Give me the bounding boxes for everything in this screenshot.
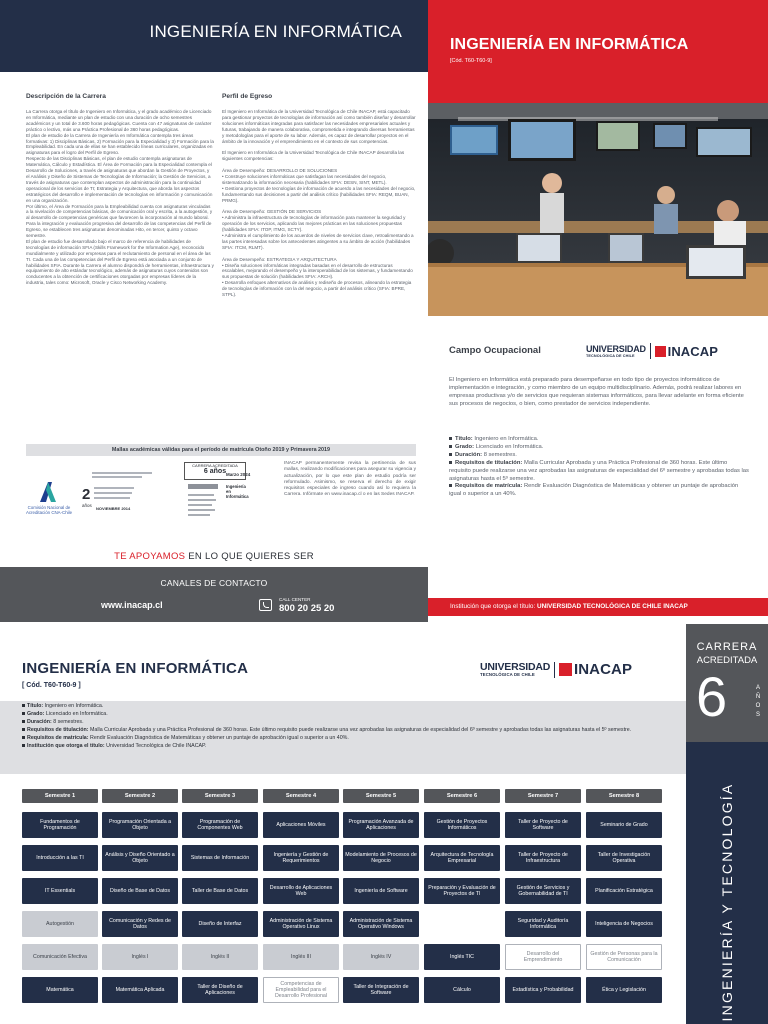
contact-title: CANALES DE CONTACTO bbox=[160, 578, 268, 588]
institution-bar bbox=[428, 598, 768, 616]
inacap-mark-icon bbox=[559, 663, 572, 676]
cna-years-label: años bbox=[82, 503, 92, 508]
semester-header: Semestre 7 bbox=[505, 789, 581, 803]
area-vertical-label: INGENIERÍA Y TECNOLOGÍA bbox=[719, 782, 735, 1022]
course-cell: Inteligencia de Negocios bbox=[586, 911, 662, 937]
course-cell: Administración de Sistema Operativo Windows bbox=[343, 911, 419, 937]
acreditada-field: Ingeniería en Informática bbox=[226, 484, 249, 499]
perfil-column bbox=[222, 93, 416, 298]
course-cell: Aplicaciones Móviles bbox=[263, 812, 339, 838]
course-cell: Taller de Base de Datos bbox=[182, 878, 258, 904]
call-center-label: CALL CENTER bbox=[279, 597, 311, 602]
bottom-code: [ Cód. T60-T60-9 ] bbox=[22, 682, 81, 689]
course-cell: Inglés III bbox=[263, 944, 339, 970]
logo-universidad: UNIVERSIDAD bbox=[480, 661, 551, 673]
inacap-logo-bottom bbox=[480, 661, 632, 678]
top-right-code: [Cód. T60-T60-9] bbox=[450, 58, 492, 64]
course-cell: Taller de Proyecto de Software bbox=[505, 812, 581, 838]
list-item: Institución que otorga el título: Universidad Tecnológica de Chile INACAP. bbox=[22, 743, 682, 751]
course-cell: Planificación Estratégica bbox=[586, 878, 662, 904]
top-right-info-list bbox=[449, 436, 749, 499]
list-item: Título: Ingeniero en Informática. bbox=[22, 703, 682, 711]
list-item: Grado: Licenciado en Informática. bbox=[449, 444, 749, 452]
acreditada-word: ACREDITADA bbox=[696, 655, 758, 666]
course-cell: Inglés I bbox=[102, 944, 178, 970]
anos-letter: Ñ bbox=[755, 694, 761, 700]
course-cell: Inglés TIC bbox=[424, 944, 500, 970]
area-strip bbox=[686, 742, 768, 1024]
logo-inacap: INACAP bbox=[573, 661, 633, 678]
carrera-acreditada-panel bbox=[686, 624, 768, 742]
course-cell: Ingeniería de Software bbox=[343, 878, 419, 904]
course-cell: Desarrollo del Emprendimiento bbox=[505, 944, 581, 970]
anos-letter: A bbox=[755, 685, 760, 691]
list-item: Duración: 8 semestres. bbox=[449, 452, 749, 460]
apoyamos-red: TE APOYAMOS bbox=[114, 551, 186, 562]
campo-ocupacional-heading: Campo Ocupacional bbox=[449, 345, 541, 356]
description-heading: Descripción de la Carrera bbox=[26, 93, 106, 100]
semester-header: Semestre 4 bbox=[263, 789, 339, 803]
course-cell: Estadística y Probabilidad bbox=[505, 977, 581, 1003]
course-cell: Matemática bbox=[22, 977, 98, 1003]
course-cell: Ingeniería y Gestión de Requerimientos bbox=[263, 845, 339, 871]
course-cell: Diseño de Interfaz bbox=[182, 911, 258, 937]
course-cell: Diseño de Base de Datos bbox=[102, 878, 178, 904]
description-column bbox=[26, 93, 214, 286]
top-left-title: INGENIERÍA EN INFORMÁTICA bbox=[149, 22, 402, 41]
description-text: La Carrera otorga el título de Ingeniero en Informática, y el grado académico de Licenciado en Informática, mediante un plan de estudio con una duración de ocho semestres académicos y un total de 3.600 horas pedagógicas. Cuenta con 47 asignaturas de carácter práctico o lectivo, más una Práctica Profesional de 360 horas pedagógicas. El plan de estudio de la Carrera de Ingeniería en Informática contempla tres áreas formativas: 1) Disciplinas Básicas, 2) Formación para la Especialidad y 3) Formación para la Empleabilidad. En cada una de ellas se han establecido líneas curriculares, organizadas en asignaturas para el logro del Perfil de Egreso. Respecto de las Disciplinas Básicas, el plan de estudio contempla asignaturas de Matemática, Cálculo y Estadística. El Área de Formación para la Especialidad contempla el Desarrollo de Soluciones, a través de asignaturas que abordan la Gestión de Proyectos, y el Análisis y Diseño de Sistemas de Tecnologías de Información; la Gestión de Servicios, a través de asignaturas que contemplan aspectos de administración para la continuidad operacional de los servicios de TI; Estrategia y Arquitectura, que aborda los aspectos estratégicos del desarrollo e implementación de tecnologías en información y comunicación en una organización. Por último, el Área de Formación para la Empleabilidad cuenta con asignaturas vinculadas a la nivelación de competencias básicas, de comunicación oral y escrita, a la autogestión, y al desarrollo de competencias genéricas que favorecen la incorporación al mundo laboral. Para la integración y evaluación progresiva del desarrollo de las competencias del Perfil de Egreso, se establecen tres asignaturas denominadas Hito, en tercer, quinto y octavo semestre. El plan de estudio fue desarrollado bajo el marco de referencia de habilidades de tecnologías de información SFIA (Skills Framework for the Information Age), reconocido mundialmente y utilizado por empresas para el reclutamiento de personal en el área de las TI. Cada una de las competencias del Perfil de Egreso está asociada a un conjunto de habilidades SFIA. Durante la Carrera el alumno dispondrá de herramientas, infraestructura y equipamiento de alto estándar tecnológico, además de asignaturas cuyos contenidos son conducentes a la obtención de certificaciones otorgadas por empresas líderes de la industria, tales como: Microsoft, Oracle y Cisco Networking Academy. bbox=[26, 109, 214, 286]
course-cell: Preparación y Evaluación de Proyectos de TI bbox=[424, 878, 500, 904]
list-item: Título: Ingeniero en Informática. bbox=[449, 436, 749, 444]
top-right-title: INGENIERÍA EN INFORMÁTICA bbox=[450, 36, 689, 53]
carrera-word: CARRERA bbox=[696, 641, 758, 653]
call-center-number[interactable]: 800 20 25 20 bbox=[279, 603, 335, 614]
semester-header: Semestre 6 bbox=[424, 789, 500, 803]
institution-name: UNIVERSIDAD TECNOLÓGICA DE CHILE INACAP bbox=[537, 603, 688, 610]
course-cell: Seguridad y Auditoría Informática bbox=[505, 911, 581, 937]
list-item: Requisitos de matrícula: Rendir Evaluación Diagnóstica de Matemáticas y obtener un puntaje de aprobación igual o superior a un 40%. bbox=[22, 735, 682, 743]
cna-label: Comisión Nacional de Acreditación CNA-Chile bbox=[25, 505, 73, 515]
contact-website-link[interactable]: www.inacap.cl bbox=[101, 600, 163, 610]
list-item: Requisitos de titulación: Malla Curricular Aprobada y una Práctica Profesional de 360 horas. Este último requisito puede realizarse una vez aprobadas las asignaturas de especialidad del 6º semestre y aprobadas todas las asignaturas hasta el 5º semestre. bbox=[449, 459, 749, 482]
course-cell: Cálculo bbox=[424, 977, 500, 1003]
list-item: Grado: Licenciado en Informática. bbox=[22, 711, 682, 719]
course-cell: Taller de Diseño de Aplicaciones bbox=[182, 977, 258, 1003]
acreditacion-seal-icon bbox=[186, 482, 220, 520]
course-cell: Programación de Componentes Web bbox=[182, 812, 258, 838]
inacap-mallas-note: INACAP permanentemente revisa la pertinencia de sus mallas, realizando modificaciones para asegurar su vigencia y actualización, por lo que este plan de estudio podría ser reformulado. Asimismo, se reserva el derecho de exigir requisitos especiales de ingreso cuando así lo requiera la Carrera. Infórmate en www.inacap.cl o en las Sedes INACAP. bbox=[284, 461, 416, 498]
semester-header: Semestre 1 bbox=[22, 789, 98, 803]
classroom-photo bbox=[428, 103, 768, 316]
institution-prefix: Institución que otorga el título: bbox=[450, 603, 536, 610]
course-cell: Administración de Sistema Operativo Linux bbox=[263, 911, 339, 937]
course-cell: Desarrollo de Aplicaciones Web bbox=[263, 878, 339, 904]
apoyamos-dark: EN LO QUE QUIERES SER bbox=[188, 551, 314, 562]
list-item: Requisitos de matrícula: Rendir Evaluación Diagnóstica de Matemáticas y obtener un puntaje de aprobación igual o superior a un 40%. bbox=[449, 483, 739, 498]
course-cell: Análisis y Diseño Orientado a Objeto bbox=[102, 845, 178, 871]
logo-universidad: UNIVERSIDAD bbox=[586, 344, 646, 354]
mallas-validity-bar: Mallas académicas válidas para el período de matrícula Otoño 2019 y Primavera 2019 bbox=[26, 444, 416, 456]
semester-header: Semestre 5 bbox=[343, 789, 419, 803]
course-cell: Taller de Proyecto de Infraestructura bbox=[505, 845, 581, 871]
course-cell: Comunicación Efectiva bbox=[22, 944, 98, 970]
course-cell: Arquitectura de Tecnología Empresarial bbox=[424, 845, 500, 871]
semester-header: Semestre 2 bbox=[102, 789, 178, 803]
course-cell: Introducción a las TI bbox=[22, 845, 98, 871]
top-right-header bbox=[428, 0, 768, 103]
course-cell: Gestión de Personas para la Comunicación bbox=[586, 944, 662, 970]
bottom-title: INGENIERÍA EN INFORMÁTICA bbox=[22, 660, 249, 677]
course-cell: Gestión de Servicios y Gobernabilidad de TI bbox=[505, 878, 581, 904]
course-cell: Fundamentos de Programación bbox=[22, 812, 98, 838]
perfil-text: El Ingeniero en Informática de la Universidad Tecnológica de Chile INACAP, está capacitado para gestionar proyectos de tecnologías de información así como también diseñar y desarrollar soluciones informáticas integradas para satisfacer las necesidades empresariales actuales y futuras, trabajando de manera colaborativa, comprometida e integrando diversas herramientas y metodologías para el aporte de su labor. Además, es capaz de desarrollar proyectos en el ámbito de la innovación y el emprendimiento en el contexto de sus competencias. El Ingeniero en Informática de la Universidad Tecnológica de Chile INACAP desarrolla las siguientes competencias: Área de Desempeño: DESARROLLO DE SOLUCIONES • Construye soluciones informáticas que satisfagan las necesidades del negocio, sistematizando la información necesaria (habilidades SFIA: DESN, SINT, METL). • Gestiona proyectos de tecnologías de información de acuerdo a las necesidades del negocio, fundamentando sus decisiones a partir del análisis crítico (habilidades SFIA: REQM, BUAN, PRMG). Área de Desempeño: GESTIÓN DE SERVICIOS • Administra la infraestructura de tecnologías de información para mantener la seguridad y operación de los servicios, aplicando las mejores prácticas en las soluciones propuestas (habilidades SFIA: ITOP, ITMG, SCTY). • Administra el cumplimiento de los acuerdos de niveles de servicios clave, retroalimentando a las partes interesadas sobre los antecedentes atingentes a su ámbito de acción (habilidades SFIA: ITCM, RLMT). Área de Desempeño: ESTRATEGIA Y ARQUITECTURA • Diseña soluciones informáticas integradas basadas en el desarrollo de estructuras escalables, mejorando el desempeño y la interoperabilidad de los sistemas, y fundamentando sus propuestas de solución (habilidades SFIA: ARCH). • Desarrolla enfoques alternativos de análisis y rediseño de procesos, alineando la estrategia de tecnologías de información con la del negocio, a partir del análisis crítico (SFIA: BPRE, STPL). bbox=[222, 109, 416, 298]
acreditada-date: Marzo 2024 bbox=[226, 472, 251, 477]
logo-tecnologica: TECNOLÓGICA DE CHILE bbox=[480, 672, 535, 677]
course-cell: Matemática Aplicada bbox=[102, 977, 178, 1003]
perfil-heading: Perfil de Egreso bbox=[222, 93, 273, 100]
course-cell: Inglés IV bbox=[343, 944, 419, 970]
list-item: Duración: 8 semestres. bbox=[22, 719, 682, 727]
semester-header: Semestre 3 bbox=[182, 789, 258, 803]
anos-vertical bbox=[754, 684, 762, 720]
inacap-logo-top bbox=[586, 343, 718, 359]
acreditada-years: 6 años bbox=[203, 468, 227, 475]
course-cell: Gestión de Proyectos Informáticos bbox=[424, 812, 500, 838]
acreditada-label: CARRERA ACREDITADA bbox=[192, 463, 238, 468]
course-cell: Modelamiento de Procesos de Negocio bbox=[343, 845, 419, 871]
course-cell: Programación Avanzada de Aplicaciones bbox=[343, 812, 419, 838]
campo-ocupacional-text: El Ingeniero en Informática está preparado para desempeñarse en todo tipo de proyectos informáticos de implementación e integración, y como miembro de un equipo multidisciplinario. Además, podrá realizar labores en empresas productivas y/o de servicios que requieran sistemas informáticos, para llevar adelante en forma eficiente sus procesos de negocios, o bien, como prestador de servicios independiente. bbox=[449, 377, 744, 407]
anos-letter: S bbox=[755, 712, 760, 718]
apoyamos-tagline bbox=[0, 551, 428, 567]
cna-years: 2 bbox=[82, 486, 91, 503]
logo-inacap: INACAP bbox=[667, 343, 719, 359]
course-cell: Inglés II bbox=[182, 944, 258, 970]
course-cell: Taller de Integración de Software bbox=[343, 977, 419, 1003]
course-cell: Competencias de Empleabilidad para el Desarrollo Profesional bbox=[263, 977, 339, 1003]
semester-header: Semestre 8 bbox=[586, 789, 662, 803]
cna-date: NOVIEMBRE 2014 bbox=[96, 506, 131, 511]
logo-tecnologica: TECNOLÓGICA DE CHILE bbox=[586, 354, 635, 358]
course-cell: Taller de Investigación Operativa bbox=[586, 845, 662, 871]
course-cell: Programación Orientada a Objeto bbox=[102, 812, 178, 838]
course-cell: Ética y Legislación bbox=[586, 977, 662, 1003]
acreditada-years-number: 6 bbox=[696, 665, 728, 728]
inacap-mark-icon bbox=[655, 346, 666, 357]
bottom-info-list bbox=[22, 703, 682, 750]
carrera-acreditada-badge bbox=[184, 462, 246, 480]
course-cell: Autogestión bbox=[22, 911, 98, 937]
phone-icon bbox=[259, 599, 272, 611]
anos-letter: O bbox=[755, 703, 761, 709]
top-left-header bbox=[0, 0, 428, 72]
contact-panel bbox=[0, 567, 428, 622]
list-item: Requisitos de titulación: Malla Curricular Aprobada y una Práctica Profesional de 360 horas. Este último requisito puede realizarse una vez aprobadas las asignaturas de especialidad del 6º semestre y aprobadas todas las asignaturas hasta el 5º semestre. bbox=[22, 727, 682, 735]
course-cell: IT Essentials bbox=[22, 878, 98, 904]
course-cell: Sistemas de Información bbox=[182, 845, 258, 871]
course-cell: Seminario de Grado bbox=[586, 812, 662, 838]
course-cell: Comunicación y Redes de Datos bbox=[102, 911, 178, 937]
accreditation-detail-lines bbox=[78, 470, 150, 520]
